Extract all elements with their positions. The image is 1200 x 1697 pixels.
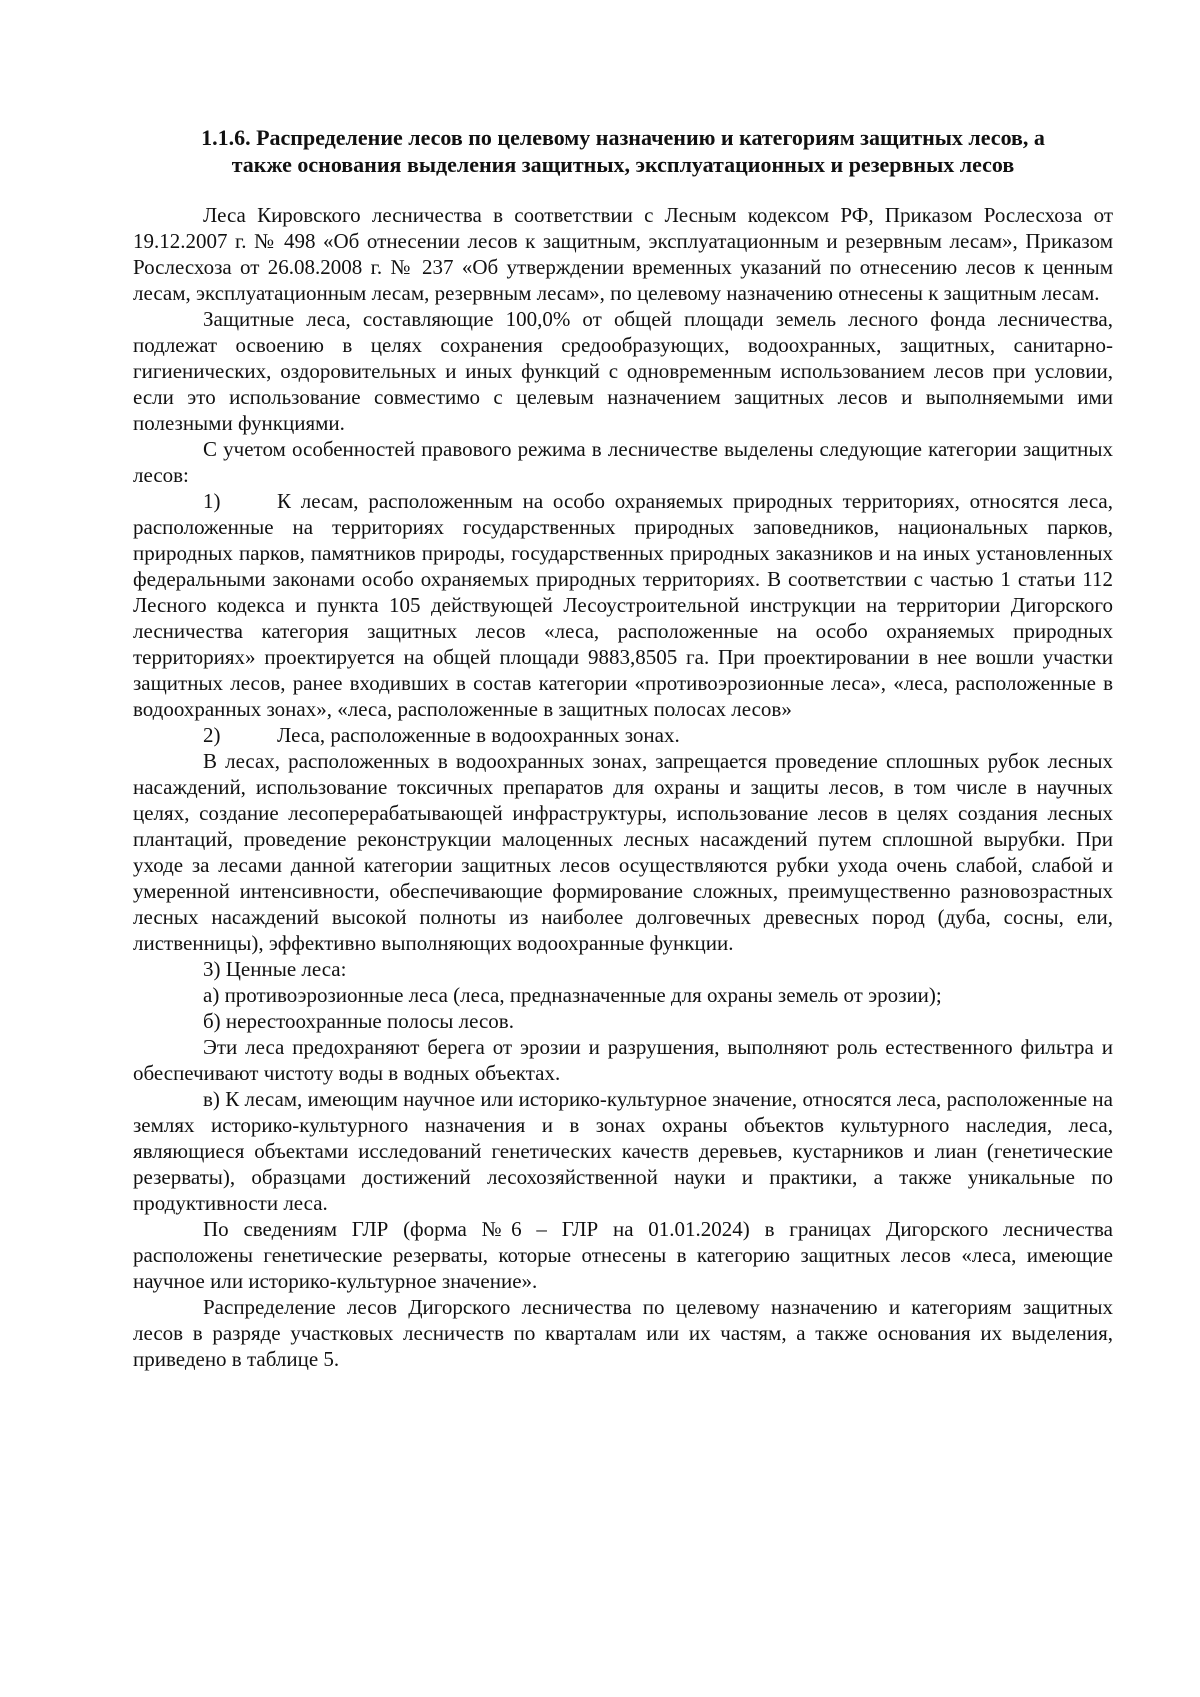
list-item-2-text: Леса, расположенные в водоохранных зонах. (277, 723, 680, 747)
paragraph-bank-protection: Эти леса предохраняют берега от эрозии и разрушения, выполняют роль естественного фильтра и обеспечивают чистоту воды в водных объектах. (133, 1035, 1113, 1085)
list-item-1-number: 1) (203, 489, 221, 513)
list-item-2-number: 2) (203, 723, 221, 747)
paragraph-categories-intro: С учетом особенностей правового режима в лесничестве выделены следующие категории защитных лесов: (133, 437, 1113, 487)
paragraph-anti-erosion: а) противоэрозионные леса (леса, предназначенные для охраны земель от эрозии); (203, 983, 942, 1007)
document-page (133, 124, 1113, 1372)
paragraph-protective-forests: Защитные леса, составляющие 100,0% от общей площади земель лесного фонда лесничества, подлежат освоению в целях сохранения средообразующих, водоохранных, защитных, санитарно-гигиенических, оздоровительных и иных функций с одновременным использованием лесов при условии, если это использование совместимо с целевым назначением защитных лесов и выполняемыми ими полезными функциями. (133, 307, 1113, 435)
paragraph-spawning-protection: б) нерестоохранные полосы лесов. (203, 1009, 514, 1033)
section-title-line-1: 1.1.6. Распределение лесов по целевому назначению и категориям защитных лесов, а (201, 125, 1045, 150)
paragraph-forests-assignment: Леса Кировского лесничества в соответствии с Лесным кодексом РФ, Приказом Рослесхоза от 19.12.2007 г. № 498 «Об отнесении лесов к защитным, эксплуатационным и резервным лесам», Приказом Рослесхоза от 26.08.2008 г. № 237 «Об утверждении временных указаний по отнесению лесов к ценным лесам, эксплуатационным лесам, резервным лесам», по целевому назначению отнесены к защитным лесам. (133, 203, 1113, 305)
section-title-line-2: также основания выделения защитных, эксплуатационных и резервных лесов (231, 152, 1015, 177)
paragraph-scientific-forests: в) К лесам, имеющим научное или историко-культурное значение, относятся леса, расположенные на землях историко-культурного назначения и в зонах охраны объектов культурного наследия, леса, являющиеся объектами исследований генетических качеств деревьев, кустарников и лиан (генетические резерваты), образцами достижений лесохозяйственной науки и практики, а также уникальные по продуктивности леса. (133, 1087, 1113, 1215)
section-title (133, 124, 1113, 178)
paragraph-table-reference: Распределение лесов Дигорского лесничества по целевому назначению и категориям защитных лесов в разряде участковых лесничеств по кварталам или их частям, а также основания их выделения, приведено в таблице 5. (133, 1295, 1113, 1371)
paragraph-glr-data: По сведениям ГЛР (форма №6 – ГЛР на 01.01.2024) в границах Дигорского лесничества расположены генетические резерваты, которые отнесены в категорию защитных лесов «леса, имеющие научное или историко-культурное значение». (133, 1217, 1113, 1293)
list-item-1 (133, 488, 1113, 722)
list-item-2 (133, 722, 1113, 748)
list-item-1-text: К лесам, расположенным на особо охраняемых природных территориях, относятся леса, расположенные на территориях государственных природных заповедников, национальных парков, природных парков, памятников природы, государственных природных заказников и на иных установленных федеральными законами особо охраняемых природных территориях. В соответствии с частью 1 статьи 112 Лесного кодекса и пункта 105 действующей Лесоустроительной инструкции на территории Дигорского лесничества категория защитных лесов «леса, расположенные на особо охраняемых природных территориях» проектируется на общей площади 9883,8505 га. При проектировании в нее вошли участки защитных лесов, ранее входивших в состав категории «противоэрозионные леса», «леса, расположенные в водоохранных зонах», «леса, расположенные в защитных полосах лесов» (133, 489, 1113, 721)
paragraph-valuable-forests: 3) Ценные леса: (203, 957, 347, 981)
paragraph-water-protection: В лесах, расположенных в водоохранных зонах, запрещается проведение сплошных рубок лесных насаждений, использование токсичных препаратов для охраны и защиты лесов, в том числе в научных целях, создание лесоперерабатывающей инфраструктуры, использование лесов в целях создания лесных плантаций, проведение реконструкции малоценных лесных насаждений путем сплошной вырубки. При уходе за лесами данной категории защитных лесов осуществляются рубки ухода очень слабой, слабой и умеренной интенсивности, обеспечивающие формирование сложных, преимущественно разновозрастных лесных насаждений высокой полноты из наиболее долговечных древесных пород (дуба, сосны, ели, лиственницы), эффективно выполняющих водоохранные функции. (133, 749, 1113, 955)
